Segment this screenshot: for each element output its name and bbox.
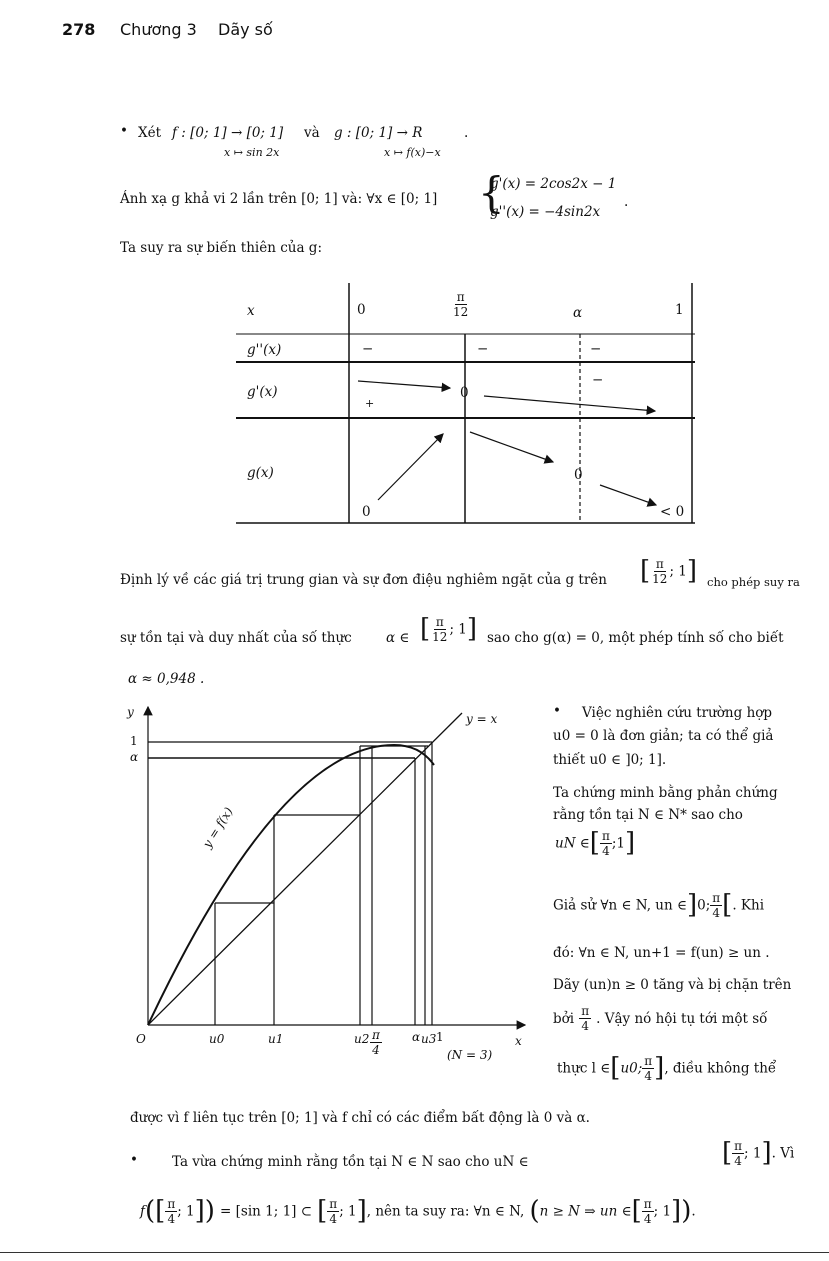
g-negative: < 0 [660, 504, 685, 520]
graph-y-one: 1 [130, 734, 138, 748]
interval-pi12-2: [ $\frac{\pi}{12}$ ; 1] [420, 614, 478, 644]
graph-x-one: 1 [436, 1030, 444, 1044]
side-text-3: thiết u0 ∈ ]0; 1]. [553, 752, 667, 768]
alpha-in: α ∈ [386, 630, 410, 646]
gsecond-sign-2: − [477, 341, 489, 357]
existence-text: sự tồn tại và duy nhất của số thực [120, 630, 352, 646]
para5-text: Ta vừa chứng minh rằng tồn tại N ∈ N sao cho uN ∈ [172, 1154, 529, 1170]
table-x-label: x [247, 303, 255, 319]
gsecond-sign-1: − [362, 341, 374, 357]
side-text-4: Ta chứng minh bằng phản chứng [553, 785, 778, 801]
f-mapping: x ↦ sin 2x [224, 146, 280, 159]
alpha-approx: α ≈ 0,948 . [128, 671, 205, 687]
graph-x-label: x [515, 1034, 522, 1048]
side-text-8: Dãy (un)n ≥ 0 tăng và bị chặn trên [553, 977, 792, 993]
side-assume: Giả sử ∀n ∈ N, un ∈]0; $\frac{\pi}{4}$ [. Khi [553, 890, 765, 920]
system-brace: { [478, 168, 505, 217]
gprime-plus: + [365, 397, 375, 410]
g-mapping: x ↦ f(x)−x [384, 146, 441, 159]
graph-u3: u3 [421, 1032, 437, 1046]
para5-interval: [ $\frac{\pi}{4}$ ; 1]. Vì [722, 1138, 795, 1168]
chapter-label: Chương 3 [120, 20, 197, 39]
table-x-alpha: α [573, 305, 583, 321]
graph-y-alpha: α [130, 750, 139, 764]
variation-intro: Ta suy ra sự biến thiên của g: [120, 240, 322, 256]
g-definition: g : [0; 1] → R [334, 125, 423, 141]
table-gsecond-label: g''(x) [247, 342, 282, 358]
g-zero-left: 0 [362, 504, 371, 520]
interval-pi12-1: [ $\frac{\pi}{12}$ ; 1] [640, 556, 698, 586]
period: . [624, 194, 629, 210]
table-x1: 1 [675, 302, 684, 318]
side-text-5: rằng tồn tại N ∈ N* sao cho [553, 807, 743, 823]
existence-text-end: sao cho g(α) = 0, một phép tính số cho biết [487, 630, 784, 646]
gsecond-equation: g''(x) = −4sin2x [490, 204, 601, 220]
graph-u2: u2 [354, 1032, 370, 1046]
xet-label: Xét [138, 125, 162, 141]
table-x0: 0 [357, 302, 366, 318]
para5-bullet: • [130, 1152, 138, 1168]
graph-u1: u1 [268, 1032, 284, 1046]
side-uN-interval: uN ∈[ $\frac{\pi}{4}$ ;1] [555, 828, 636, 858]
table-gprime-label: g'(x) [247, 384, 278, 400]
graph-note: (N = 3) [447, 1048, 493, 1062]
graph-pi4: $\frac{\pi}{4}$ [372, 1028, 380, 1057]
gsecond-sign-3: − [590, 341, 602, 357]
and-word: và [304, 125, 320, 141]
graph-alpha-x: α [412, 1030, 421, 1044]
graph-line-label: y = x [466, 712, 498, 726]
gprime-minus: − [592, 372, 604, 388]
graph-origin: O [136, 1032, 146, 1046]
g-zero-alpha: 0 [574, 467, 583, 483]
side-bounded: bởi $\frac{\pi}{4}$ . Vậy nó hội tụ tới một số [553, 1004, 768, 1033]
table-x-pi12: $\frac{\pi}{12}$ [453, 290, 469, 319]
graph-y-label: y [127, 705, 134, 719]
graph-u0: u0 [209, 1032, 225, 1046]
fixed-point-text: được vì f liên tục trên [0; 1] và f chỉ có các điểm bất động là 0 và α. [130, 1110, 590, 1126]
table-g-label: g(x) [247, 465, 274, 481]
theorem-text: Định lý về các giá trị trung gian và sự đơn điệu nghiêm ngặt của g trên [120, 572, 607, 588]
period: . [464, 125, 469, 141]
bullet: • [120, 123, 128, 139]
chapter-title: Dãy số [218, 20, 273, 39]
theorem-text-end: cho phép suy ra [707, 575, 800, 589]
derivative-intro: Ánh xạ g khả vi 2 lần trên [0; 1] và: ∀x ∈ [0; 1] [120, 191, 438, 207]
graph-curve-label: y = f(x) [200, 804, 236, 851]
gprime-equation: g'(x) = 2cos2x − 1 [490, 176, 617, 192]
page-number: 278 [62, 20, 96, 39]
side-text-2: u0 = 0 là đơn giản; ta có thể giả [553, 728, 774, 744]
side-text-7: đó: ∀n ∈ N, un+1 = f(un) ≥ un . [553, 945, 770, 961]
side-bullet: • [553, 703, 561, 719]
gprime-zero: 0 [460, 385, 469, 401]
page-bottom-rule [0, 1252, 829, 1253]
side-limit: thực l ∈[u0; $\frac{\pi}{4}$ ], điều không thể [557, 1053, 777, 1083]
f-definition: f : [0; 1] → [0; 1] [172, 125, 284, 141]
side-text-1: Việc nghiên cứu trường hợp [582, 705, 773, 721]
final-inclusion: f([ $\frac{\pi}{4}$ ; 1]) = [sin 1; 1] ⊂ [ $\frac{\pi}{4}$ ; 1], nên ta suy ra: ∀n ∈ N, (n ≥ N ⇒ un ∈[ $\frac{\pi}{4}$ ; 1]). [140, 1196, 696, 1226]
